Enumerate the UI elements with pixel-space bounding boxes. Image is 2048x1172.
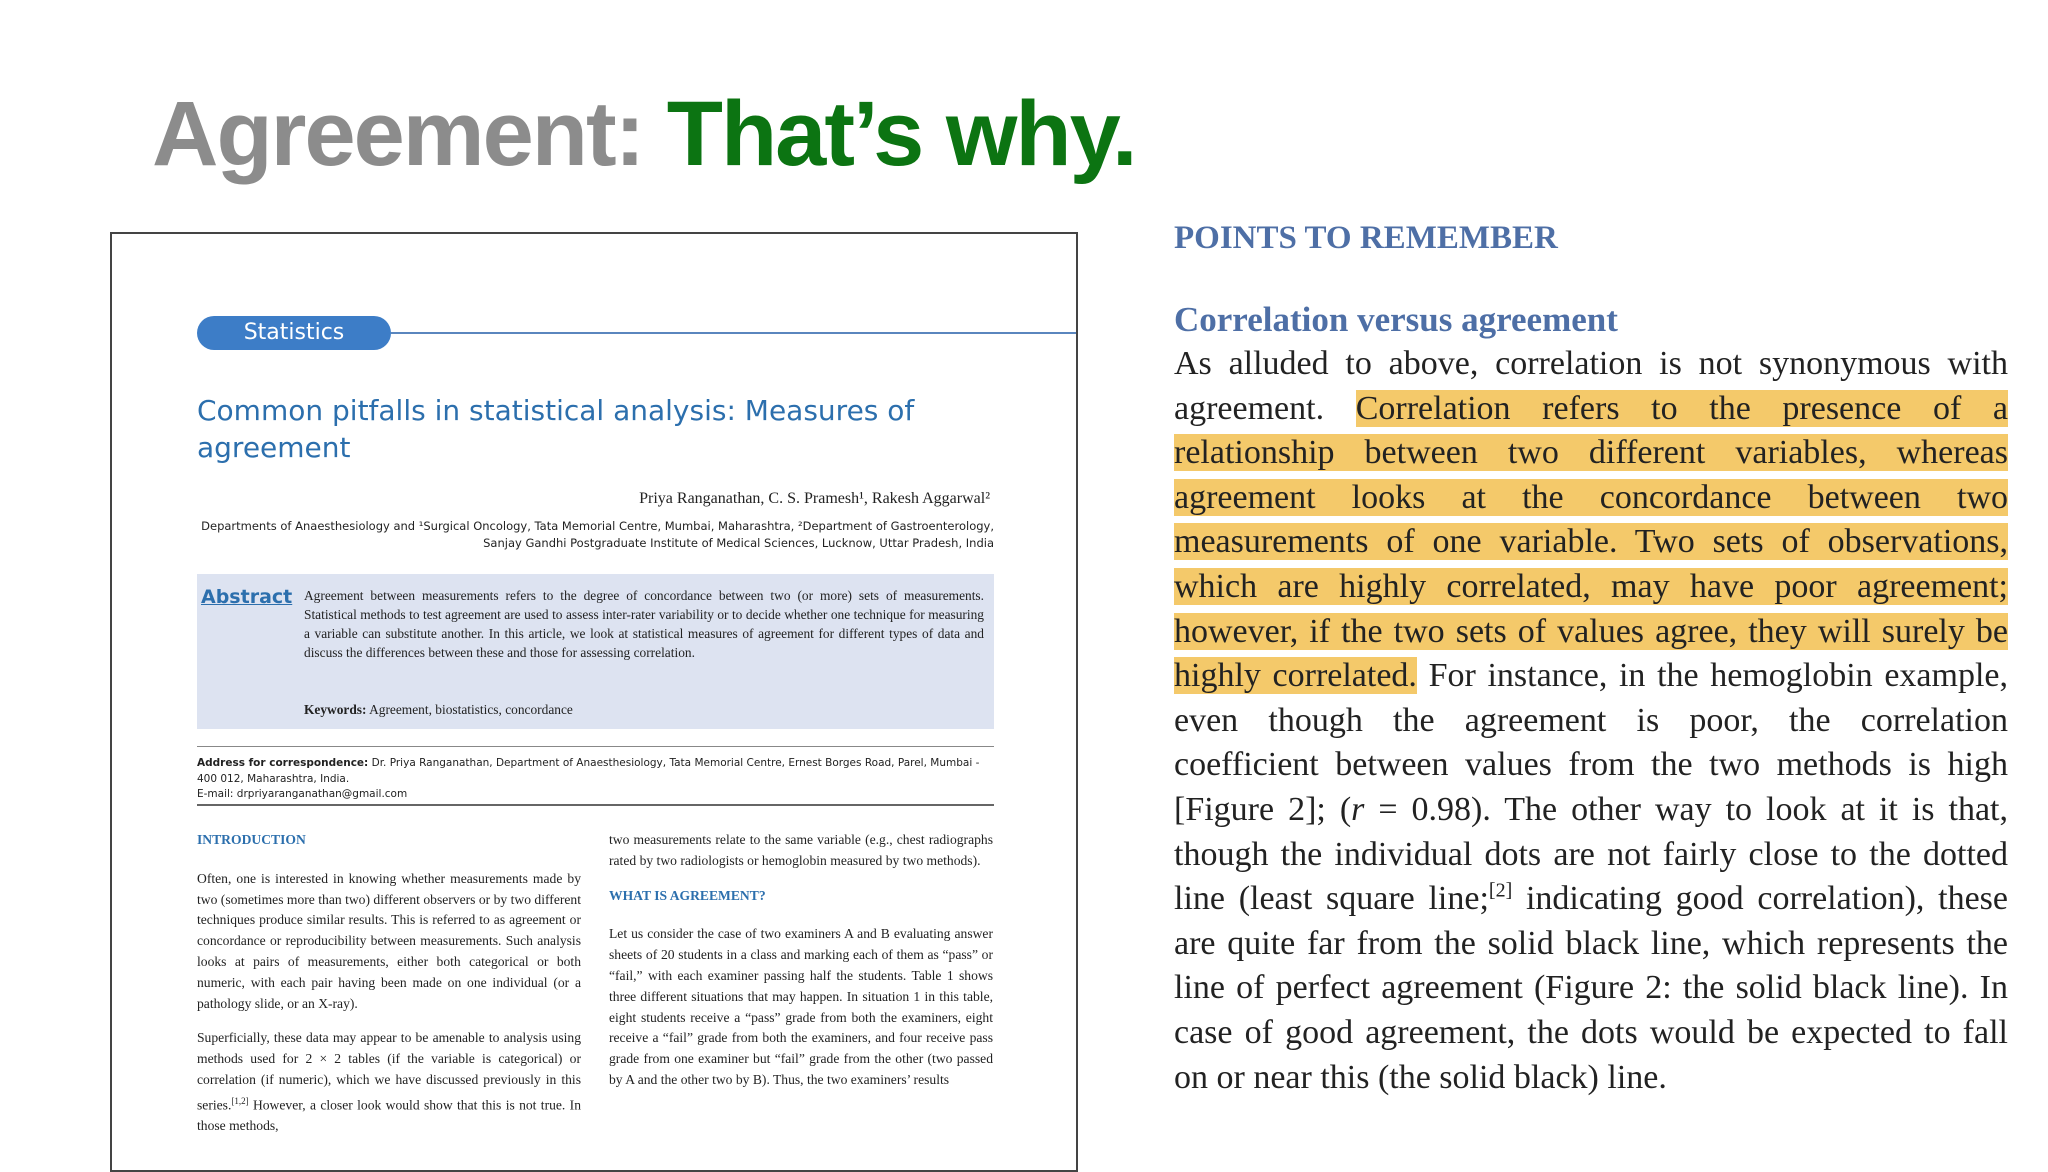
- agreement-paragraph: Let us consider the case of two examiners A and B evaluating answer sheets of 20 students in a class and marking each of them as “pass” or “fail,” with each examiner passing half the students. Table 1 shows three different situations that may happen. In situation 1 in this table, eight students receive a “pass” grade from both the examiners, eight receive a “fail” grade from both the examiners, and four receive pass grade from one examiner but “fail” grade from the other (two passed by A and the other two by B). Thus, the two examiners’ results: [609, 926, 993, 1087]
- slide-title-highlight: That’s why.: [666, 83, 1136, 185]
- correspondence-email: E-mail: drpriyaranganathan@gmail.com: [197, 788, 408, 800]
- paragraph: two measurements relate to the same variable (e.g., chest radiographs rated by two radiologists or hemoglobin measured by two methods).: [609, 832, 993, 868]
- keywords-text: Agreement, biostatistics, concordance: [369, 702, 573, 717]
- paragraph-text: However, a closer look would show that this is not true. In those methods,: [197, 1097, 581, 1134]
- slide-title: [152, 82, 1136, 188]
- paper-affiliation: [200, 518, 994, 552]
- abstract-text: Agreement between measurements refers to the degree of concordance between two (or more) sets of measurements. Statistical methods to test agreement are used to assess inter-rater variability or to decide whether one technique for measuring a variable can substitute another. In this article, we look at statistical measures of agreement for different types of data and discuss the differences between these and those for assessing correlation.: [304, 588, 984, 660]
- correspondence-label: Address for correspondence:: [197, 757, 369, 769]
- keywords-label: Keywords:: [304, 702, 367, 717]
- paper-title: Common pitfalls in statistical analysis: Measures of agreement: [197, 394, 915, 464]
- citation-ref: [2]: [1488, 879, 1513, 902]
- divider: [197, 746, 994, 747]
- affiliation-line: Sanjay Gandhi Postgraduate Institute of Medical Sciences, Lucknow, Uttar Pradesh, India: [483, 536, 994, 550]
- body-text-segment: = 0.98). The other way to look at it is that, though the individual dots are not fairly close to the dotted line (least square line;: [1174, 790, 2009, 918]
- abstract-label: Abstract: [201, 586, 293, 608]
- introduction-paragraph: Often, one is interested in knowing whether measurements made by two (sometimes more than two) different observers or by two different techniques produce similar results. This is referred to as agreement or concordance or reproducibility between measurements. Such analysis looks at pairs of measurements, either both categorical or both numeric, with each pair having been made on one individual (or a pathology slide, or an X-ray).: [197, 870, 581, 1011]
- divider: [197, 804, 994, 806]
- body-text-segment: For instance, in the hemoglobin example, even though the agreement is poor, the correlation coefficient between values from the two methods is high [Figure 2]; (: [1174, 657, 2008, 828]
- section-tag-rule: [391, 332, 1078, 334]
- introduction-heading: INTRODUCTION: [197, 832, 306, 847]
- points-body: [1174, 342, 2008, 1100]
- affiliation-line: Departments of Anaesthesiology and ¹Surgical Oncology, Tata Memorial Centre, Mumbai, Maharashtra, ²Department of Gastroenterology,: [201, 519, 994, 533]
- abstract-box: [197, 574, 994, 729]
- slide-title-prefix: Agreement:: [152, 83, 644, 185]
- points-heading: POINTS TO REMEMBER: [1174, 220, 1558, 256]
- section-tag: Statistics: [197, 316, 391, 350]
- correspondence-text: Dr. Priya Ranganathan, Department of Anaesthesiology, Tata Memorial Centre, Ernest Borges Road, Parel, Mumbai - 400 012, Maharashtra, India.: [197, 757, 980, 785]
- agreement-heading: WHAT IS AGREEMENT?: [609, 887, 766, 903]
- paper-column-right: [609, 830, 993, 1105]
- citation-ref: [1,2]: [231, 1095, 249, 1106]
- paper-column-left: [197, 830, 581, 1151]
- paragraph-text: Superficially, these data may appear to be amenable to analysis using methods used for 2 × 2 tables (if the variable is categorical) or correlation (if numeric), which we have discussed previously in this series.: [197, 1030, 581, 1113]
- body-text-segment: As alluded to above, correlation is not synonymous with agreement.: [1174, 345, 2008, 427]
- keywords: [304, 702, 573, 718]
- r-symbol: r: [1351, 790, 1365, 828]
- introduction-paragraph: [197, 1028, 581, 1137]
- correlation-subheading: Correlation versus agreement: [1174, 300, 1618, 339]
- correspondence-block: [197, 756, 994, 803]
- paper-authors: Priya Ranganathan, C. S. Pramesh¹, Rakesh Aggarwal²: [639, 490, 990, 507]
- highlighted-passage: Correlation refers to the presence of a relationship between two different variables, whereas agreement looks at the concordance between two measurements of one variable. Two sets of observations, which are highly correlated, may have poor agreement; however, if the two sets of values agree, they will surely be highly correlated.: [1174, 389, 2008, 695]
- paper-page: [110, 232, 1078, 1172]
- body-text-segment: indicating good correlation), these are quite far from the solid black line, which represents the line of perfect agreement (Figure 2: the solid black line). In case of good agreement, the dots would be expected to fall on or near this (the solid black) line.: [1174, 880, 2009, 1096]
